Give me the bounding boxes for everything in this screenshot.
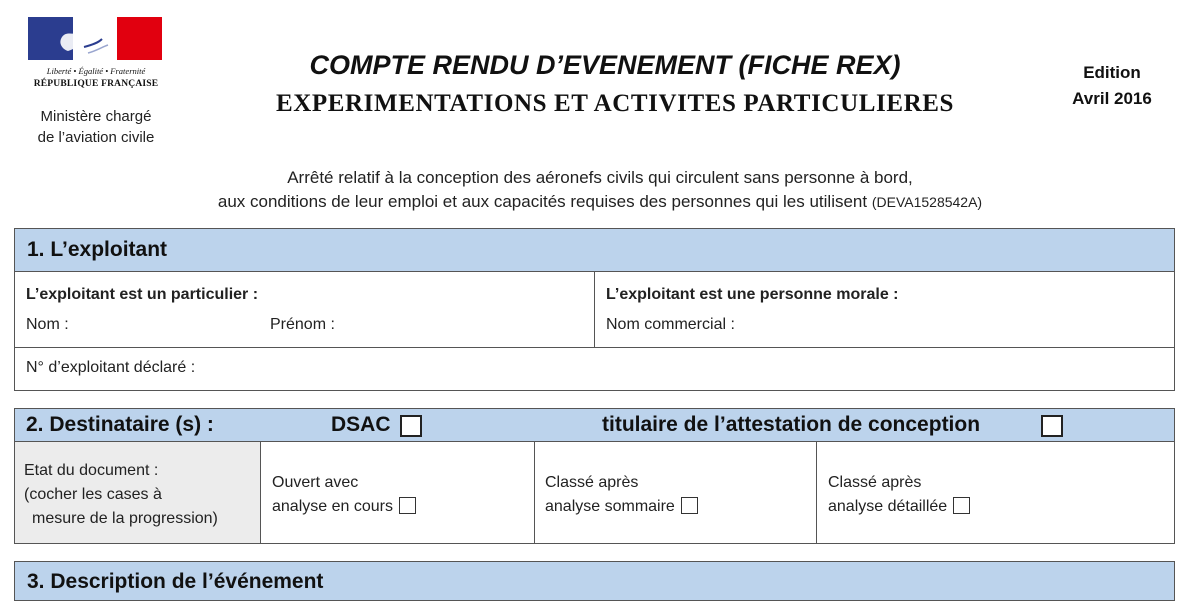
- etat-line2: (cocher les cases à: [24, 486, 162, 503]
- sommaire-checkbox[interactable]: [681, 497, 698, 514]
- detaillee-line1: Classé après: [828, 474, 922, 491]
- edition-date: Avril 2016: [1072, 89, 1152, 108]
- ministere-line2: de l’aviation civile: [37, 129, 155, 146]
- document-subtitle: EXPERIMENTATIONS ET ACTIVITES PARTICULIERES: [275, 90, 955, 117]
- nom-commercial-field[interactable]: Nom commercial :: [606, 316, 735, 333]
- ouvert-checkbox[interactable]: [399, 497, 416, 514]
- ouvert-option: [272, 471, 416, 519]
- etat-divider-3: [816, 441, 817, 544]
- section1-header: [14, 228, 1175, 272]
- ministere-line1: Ministère chargé: [40, 108, 152, 125]
- detaillee-option: [828, 471, 970, 519]
- titulaire-label: titulaire de l’attestation de conception: [602, 413, 981, 436]
- etat-line3: mesure de la progression): [32, 510, 218, 527]
- dsac-checkbox[interactable]: [400, 415, 422, 437]
- arrete-line1: Arrêté relatif à la conception des aéronefs civils qui circulent sans personne à bord,: [287, 168, 913, 187]
- section3-header: [14, 561, 1175, 601]
- document-title: COMPTE RENDU D’EVENEMENT (FICHE REX): [309, 50, 901, 80]
- titulaire-checkbox[interactable]: [1041, 415, 1063, 437]
- arrete-reference: (DEVA1528542A): [871, 194, 983, 210]
- republique-label: RÉPUBLIQUE FRANÇAISE: [33, 79, 159, 89]
- edition-label: Edition: [1083, 63, 1141, 82]
- prenom-field[interactable]: Prénom :: [270, 316, 335, 333]
- ouvert-line1: Ouvert avec: [272, 474, 359, 491]
- motto: Liberté • Égalité • Fraternité: [46, 66, 146, 76]
- arrete-line2-text: aux conditions de leur emploi et aux capacités requises des personnes qui les utilisent: [217, 192, 868, 211]
- edition-block: [1046, 60, 1178, 112]
- numero-exploitant-field[interactable]: N° d’exploitant déclaré :: [26, 359, 196, 376]
- detaillee-checkbox[interactable]: [953, 497, 970, 514]
- section1-title: 1. L’exploitant: [27, 238, 168, 261]
- etat-document-label: [24, 459, 218, 531]
- section2-title: 2. Destinataire (s) :: [26, 413, 214, 436]
- marianne-logo-icon: [28, 17, 162, 60]
- etat-divider-2: [534, 441, 535, 544]
- detaillee-line2: analyse détaillée: [828, 498, 948, 515]
- section1-divider: [594, 271, 595, 348]
- ministere-label: [18, 106, 174, 148]
- ouvert-line2: analyse en cours: [272, 498, 393, 515]
- arrete-text: [40, 166, 1160, 214]
- arrete-line2: [40, 190, 1160, 214]
- etat-divider-1: [260, 441, 261, 544]
- etat-line1: Etat du document :: [24, 462, 159, 479]
- particulier-label: L’exploitant est un particulier :: [26, 286, 259, 303]
- sommaire-line1: Classé après: [545, 474, 639, 491]
- section2-header: [14, 408, 1175, 442]
- nom-field[interactable]: Nom :: [26, 316, 69, 333]
- personne-morale-label: L’exploitant est une personne morale :: [606, 286, 899, 303]
- sommaire-line2: analyse sommaire: [545, 498, 675, 515]
- section3-title: 3. Description de l’événement: [27, 570, 324, 593]
- dsac-label: DSAC: [331, 413, 391, 436]
- sommaire-option: [545, 471, 698, 519]
